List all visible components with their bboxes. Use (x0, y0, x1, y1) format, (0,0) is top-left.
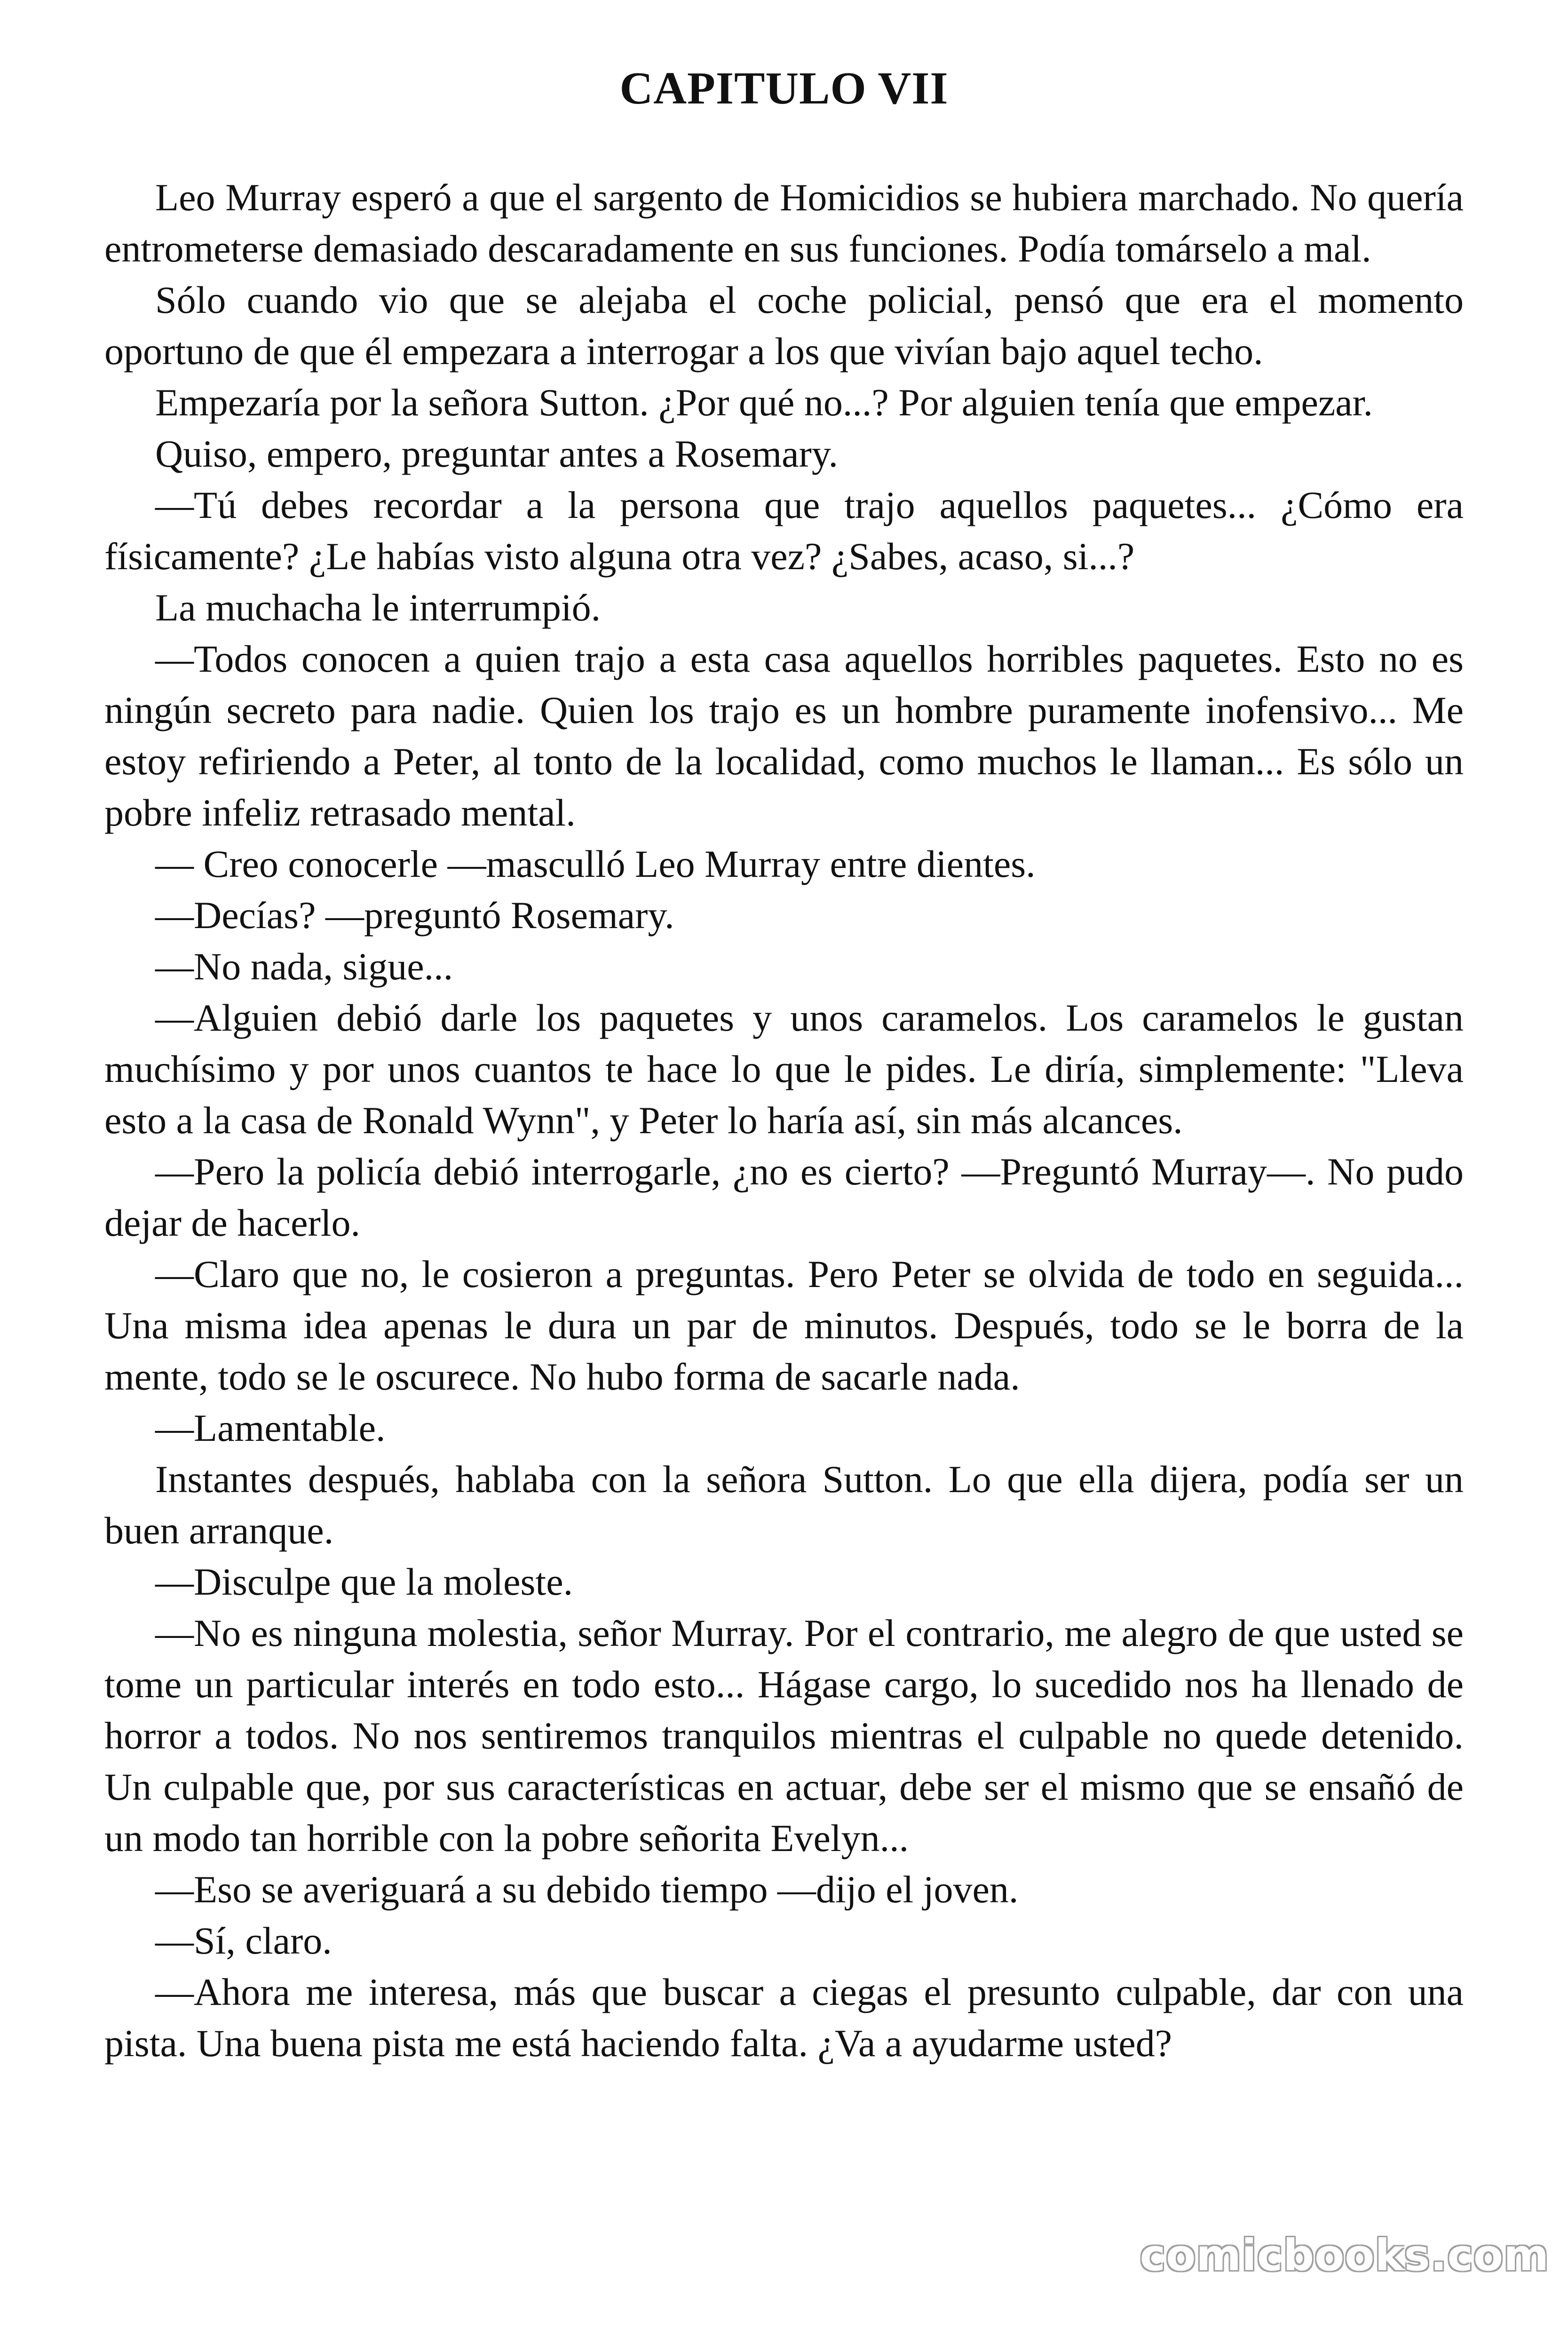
paragraph: —Disculpe que la moleste. (155, 1560, 573, 1603)
paragraph: Instantes después, hablaba con la señora Sutton. Lo que ella dijera, podía ser un buen arranque. (104, 1458, 1464, 1552)
paragraph: —No es ninguna molestia, señor Murray. Por el contrario, me alegro de que usted se tome un particular interés en todo esto... Hágase cargo, lo sucedido nos ha llenado de horror a todos. No nos sentiremos tranquilos mientras el culpable no quede detenido. Un culpable que, por sus características en actuar, debe ser el mismo que se ensañó de un modo tan horrible con la pobre señorita Evelyn... (104, 1612, 1464, 1859)
paragraph: —No nada, sigue... (155, 945, 453, 988)
paragraph: La muchacha le interrumpió. (155, 586, 601, 629)
paragraph: Leo Murray esperó a que el sargento de Homicidios se hubiera marchado. No quería entrometerse demasiado descaradamente en sus funciones. Podía tomárselo a mal. (104, 176, 1464, 270)
chapter-title: CAPITULO VII (619, 63, 949, 114)
paragraph: —Pero la policía debió interrogarle, ¿no es cierto? —Preguntó Murray—. No pudo dejar de hacerlo. (104, 1150, 1464, 1244)
paragraph: —Eso se averiguará a su debido tiempo —dijo el joven. (155, 1868, 1019, 1911)
paragraph: —Sí, claro. (155, 1919, 332, 1962)
chapter-body (104, 172, 1464, 2069)
paragraph: —Alguien debió darle los paquetes y unos caramelos. Los caramelos le gustan muchísimo y por unos cuantos te hace lo que le pides. Le diría, simplemente: "Lleva esto a la casa de Ronald Wynn", y Peter lo haría así, sin más alcances. (104, 996, 1464, 1142)
paragraph: —Decías? —preguntó Rosemary. (155, 894, 674, 937)
paragraph: —Lamentable. (155, 1406, 386, 1449)
paragraph: — Creo conocerle —masculló Leo Murray entre dientes. (155, 842, 1036, 885)
paragraph: —Todos conocen a quien trajo a esta casa aquellos horribles paquetes. Esto no es ningún secreto para nadie. Quien los trajo es un hombre puramente inofensivo... Me estoy refiriendo a Peter, al tonto de la localidad, como muchos le llaman... Es sólo un pobre infeliz retrasado mental. (104, 637, 1464, 834)
paragraph: —Tú debes recordar a la persona que trajo aquellos paquetes... ¿Cómo era físicamente? ¿Le habías visto alguna otra vez? ¿Sabes, acaso, si...? (104, 484, 1464, 578)
paragraph: Empezaría por la señora Sutton. ¿Por qué no...? Por alguien tenía que empezar. (155, 381, 1373, 424)
paragraph: —Ahora me interesa, más que buscar a ciegas el presunto culpable, dar con una pista. Una buena pista me está haciendo falta. ¿Va a ayudarme usted? (104, 1971, 1464, 2065)
paragraph: —Claro que no, le cosieron a preguntas. Pero Peter se olvida de todo en seguida... Una misma idea apenas le dura un par de minutos. Después, todo se le borra de la mente, todo se le oscurece. No hubo forma de sacarle nada. (104, 1253, 1464, 1398)
paragraph: Sólo cuando vio que se alejaba el coche policial, pensó que era el momento oportuno de que él empezara a interrogar a los que vivían bajo aquel techo. (104, 278, 1464, 373)
watermark-logo: comicbooks.com (1140, 2230, 1549, 2280)
paragraph: Quiso, empero, preguntar antes a Rosemary. (155, 432, 839, 475)
